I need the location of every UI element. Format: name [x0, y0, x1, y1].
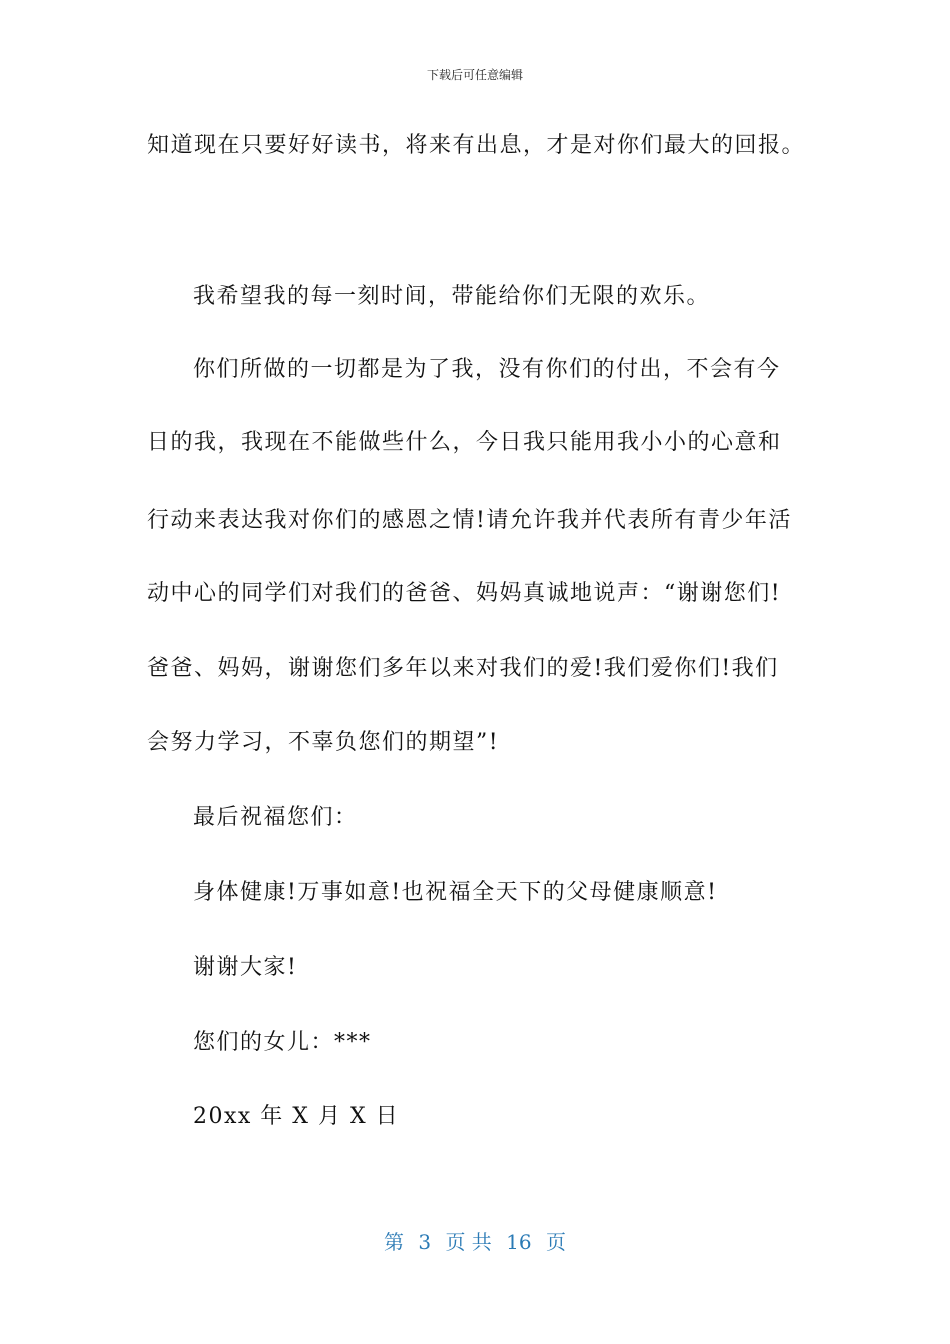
signature-line: 您们的女儿：*** — [193, 1030, 372, 1055]
footer-suffix: 页 — [545, 1230, 566, 1254]
page-footer — [0, 1226, 950, 1255]
date-line: 20xx 年 X 月 X 日 — [193, 1104, 400, 1129]
closing-line: 最后祝福您们： — [193, 805, 358, 830]
blessing-line: 身体健康!万事如意!也祝福全天下的父母健康顺意! — [193, 880, 718, 905]
footer-total-pages: 16 — [506, 1230, 532, 1254]
paragraph-line: 知道现在只要好好读书，将来有出息，才是对你们最大的回报。 — [147, 133, 806, 158]
paragraph-line: 我希望我的每一刻时间，带能给你们无限的欢乐。 — [193, 284, 711, 309]
paragraph-line: 日的我，我现在不能做些什么，今日我只能用我小小的心意和 — [147, 430, 782, 455]
paragraph-line: 行动来表达我对你们的感恩之情!请允许我并代表所有青少年活 — [147, 508, 792, 533]
paragraph-line: 你们所做的一切都是为了我，没有你们的付出，不会有今 — [193, 357, 781, 382]
page-header: 下载后可任意编辑 — [426, 68, 523, 82]
paragraph-line: 动中心的同学们对我们的爸爸、妈妈真诚地说声：“谢谢您们! — [147, 581, 782, 606]
thanks-line: 谢谢大家! — [193, 955, 298, 980]
paragraph-line: 会努力学习，不辜负您们的期望”! — [147, 730, 500, 755]
footer-mid: 页 共 — [445, 1230, 492, 1254]
paragraph-line: 爸爸、妈妈，谢谢您们多年以来对我们的爱!我们爱你们!我们 — [147, 656, 779, 681]
footer-page-number: 3 — [418, 1230, 432, 1254]
footer-prefix: 第 — [384, 1230, 404, 1254]
